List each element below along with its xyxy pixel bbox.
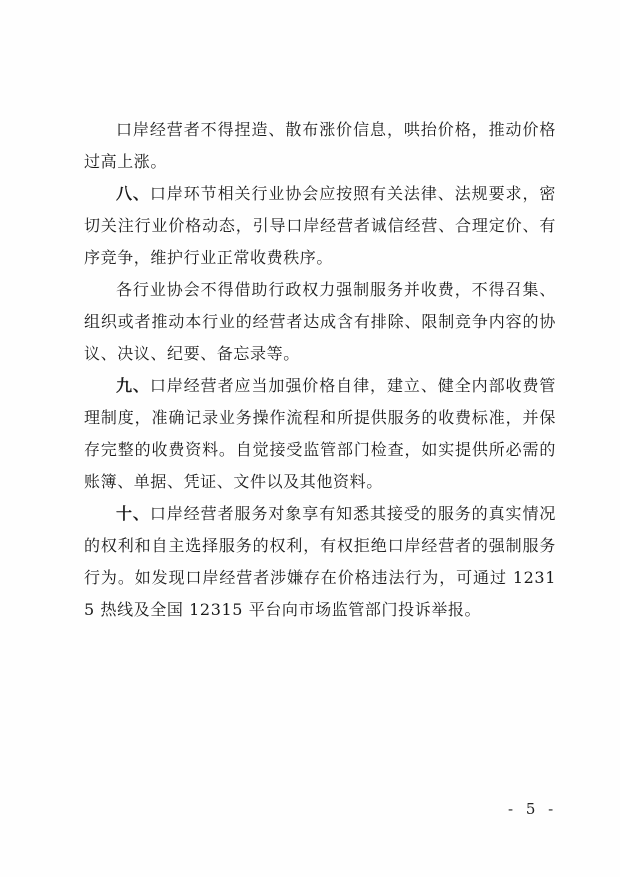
paragraph — [84, 498, 556, 626]
document-body — [84, 114, 556, 626]
paragraph-text: 口岸环节相关行业协会应按照有关法律、法规要求，密切关注行业价格动态，引导口岸经营者诚信经营、合理定价、有序竞争，维护行业正常收费秩序。 — [84, 184, 556, 267]
page-number: - 5 - — [508, 800, 558, 818]
paragraph-lead: 九、 — [116, 376, 150, 395]
paragraph-text: 口岸经营者应当加强价格自律，建立、健全内部收费管理制度，准确记录业务操作流程和所提供服务的收费标准，并保存完整的收费资料。自觉接受监管部门检查，如实提供所必需的账簿、单据、凭证、文件以及其他资料。 — [84, 376, 556, 491]
paragraph-lead: 八、 — [116, 184, 150, 203]
paragraph-text: 各行业协会不得借助行政权力强制服务并收费，不得召集、组织或者推动本行业的经营者达成含有排除、限制竞争内容的协议、决议、纪要、备忘录等。 — [84, 280, 556, 363]
paragraph-lead: 十、 — [116, 504, 150, 523]
paragraph-text: 口岸经营者不得捏造、散布涨价信息，哄抬价格，推动价格过高上涨。 — [84, 120, 556, 171]
paragraph — [84, 178, 556, 274]
paragraph — [84, 274, 556, 370]
paragraph-text: 口岸经营者服务对象享有知悉其接受的服务的真实情况的权利和自主选择服务的权利，有权拒绝口岸经营者的强制服务行为。如发现口岸经营者涉嫌存在价格违法行为，可通过 12315 热线及全国 12315 平台向市场监管部门投诉举报。 — [84, 504, 556, 619]
paragraph — [84, 370, 556, 498]
paragraph — [84, 114, 556, 178]
